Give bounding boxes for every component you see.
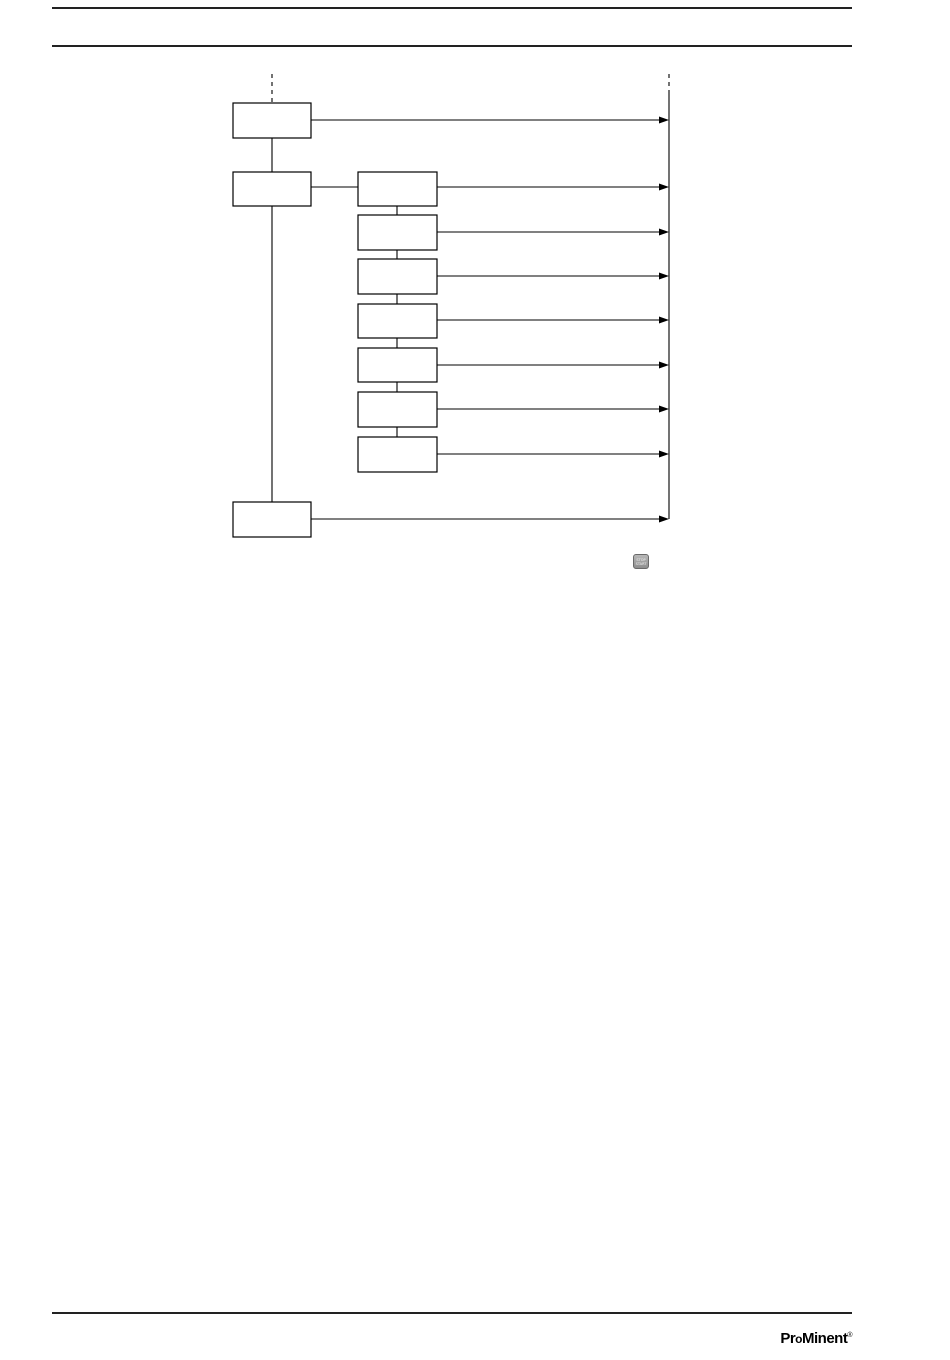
stop-start-key-icon: [633, 554, 649, 569]
menu-box-bottom: [233, 502, 311, 537]
arrowhead-sub-3: [659, 273, 669, 280]
sub-box-3: [358, 259, 437, 294]
arrowhead-sub-4: [659, 317, 669, 324]
arrowhead-sub-2: [659, 229, 669, 236]
sub-box-7: [358, 437, 437, 472]
sub-box-6: [358, 392, 437, 427]
arrowhead-sub-1: [659, 184, 669, 191]
menu-flow-diagram: [0, 0, 950, 600]
arrowhead-sub-5: [659, 362, 669, 369]
arrowhead-sub-7: [659, 451, 669, 458]
arrowhead-sub-6: [659, 406, 669, 413]
sub-box-2: [358, 215, 437, 250]
logo-part-minent: Minent: [802, 1330, 848, 1347]
key-label-start: START: [635, 561, 647, 566]
sub-box-5: [358, 348, 437, 382]
arrowhead-top: [659, 117, 669, 124]
menu-box-middle: [233, 172, 311, 206]
menu-box-top: [233, 103, 311, 138]
logo-part-pr: Pr: [780, 1330, 796, 1347]
arrowhead-bottom: [659, 516, 669, 523]
key-label-stop: STOP: [636, 557, 646, 562]
logo-registered-mark: ®: [847, 1332, 852, 1339]
sub-box-4: [358, 304, 437, 338]
prominent-logo: [780, 1330, 852, 1347]
footer-rule: [52, 1312, 852, 1314]
sub-box-1: [358, 172, 437, 206]
logo-part-o: o: [795, 1332, 802, 1346]
